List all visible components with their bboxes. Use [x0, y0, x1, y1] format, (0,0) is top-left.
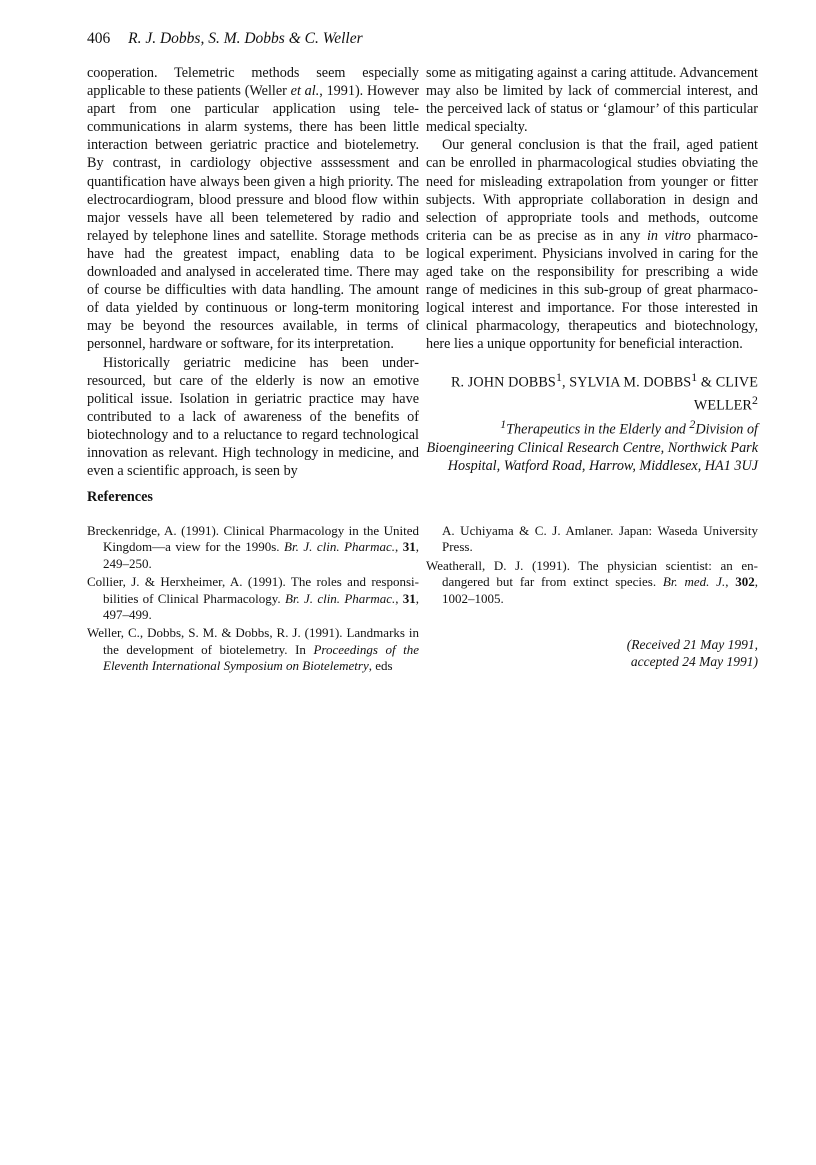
paragraph: some as mitigating against a caring attitude. Advancement may also be limited by lack of commercial interest, and the perceived lack of status or ‘glamour’ of this particular medical specialty.: [426, 65, 758, 136]
paragraph: cooperation. Telemetric methods seem especially applicable to these patients (Weller et al., 1991). However apart from one particular application using telecommunications in alarm systems, there has been little interaction between geriatric practice and biotelemetry. By contrast, in cardiology objective asssessment and quantification have always been given a high priority. The electrocardiogram, blood pressure and blood flow within major vessels have all been telemetered by radio and relayed by telephone lines and satellite. Storage methods have had the greatest impact, enabling data to be downloaded and analysed in accelerated time. There may of course be difficulties with data handling. The amount of data yielded by continuous or long-term monitoring may be beyond the resources available, in terms of personnel, hardware or software, for its interpretation.: [87, 65, 419, 353]
reference-item-continued: A. Uchiyama & C. J. Amlaner. Japan: Waseda University Press.: [442, 523, 758, 555]
reference-item: Collier, J. & Herxheimer, A. (1991). The roles and responsibilities of Clinical Pharmacology. Br. J. clin. Pharmac., 31, 497–499.: [87, 574, 420, 623]
paragraph: Our general conclusion is that the frail, aged patient can be enrolled in pharmacological studies obviating the need for misleading extrapolation from younger or fitter subjects. With appropriate collaboration in design and selection of appropriate tools and methods, outcome criteria can be as precise as in any in vitro pharmacological experiment. Physicians involved in caring for the aged take on the responsibility for prescribing a wide range of medicines in this sub-group of great pharmacological interest and importance. For those interested in clinical pharmacology, therapeutics and biotechnology, here lies a unique opportunity for beneficial interaction.: [426, 137, 759, 353]
reference-item: Breckenridge, A. (1991). Clinical Pharmacology in the United Kingdom—a view for the 1990s. Br. J. clin. Pharmac., 31, 249–250.: [87, 523, 419, 571]
references-heading: References: [87, 489, 153, 505]
author-names: R. JOHN DOBBS$^1$, SYLVIA M. DOBBS$^1$ & CLIVE WELLER$^2$: [450, 369, 758, 415]
left-column: [87, 64, 419, 480]
running-authors: R. J. Dobbs, S. M. Dobbs & C. Weller: [128, 30, 363, 47]
received-date: (Received 21 May 1991, accepted 24 May 1991): [626, 637, 758, 669]
author-affiliation: $^1$Therapeutics in the Elderly and $^2$Division of Bioengineering Clinical Research Centre, Northwick Park Hospital, Watford Road, Harrow, Middlesex, HA1 3UJ: [426, 417, 758, 475]
references-left: [87, 523, 419, 677]
paragraph: Historically geriatric medicine has been underresourced, but care of the elderly is now an emotive political issue. Isolation in geriatric practice may have contributed to a lack of awareness of the benefits of biotechnology and to a reluctance to regard technological innovation as relevant. High technology in medicine, and even a scientific approach, is seen by: [87, 354, 419, 480]
right-column: [426, 64, 758, 475]
references-right: [426, 523, 758, 670]
running-header: [87, 30, 363, 48]
author-signature: [426, 368, 758, 476]
reference-item: Weatherall, D. J. (1991). The physician scientist: an endangered but far from extinct species. Br. med. J., 302, 1002–1005.: [426, 557, 758, 606]
page-number: 406: [87, 30, 111, 47]
reference-item: Weller, C., Dobbs, S. M. & Dobbs, R. J. (1991). Landmarks in the development of biotelemetry. In Proceedings of the Eleventh International Symposium on Biotelemetry, eds: [87, 625, 419, 674]
